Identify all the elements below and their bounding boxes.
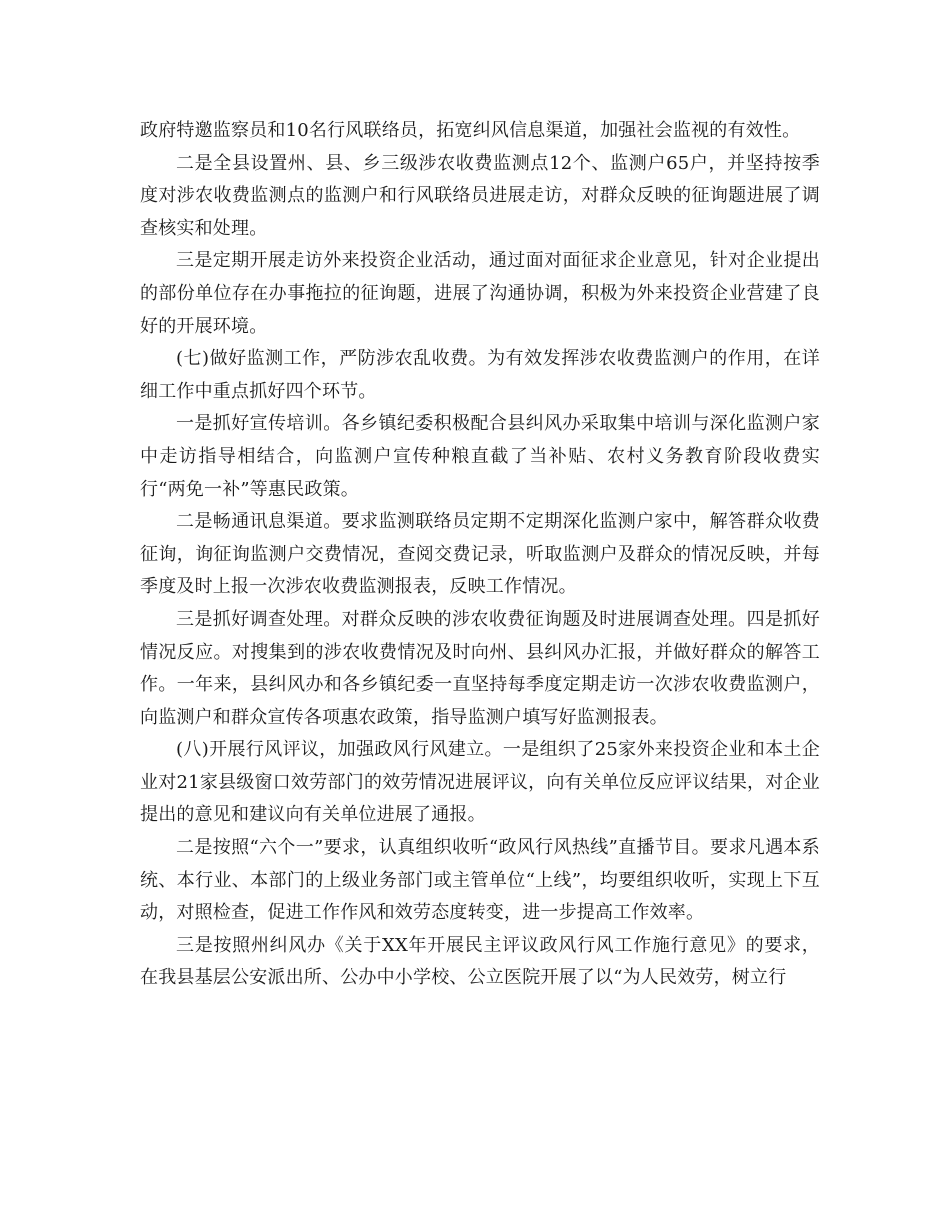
paragraph-10: 三是按照州纠风办《关于XX年开展民主评议政风行风工作施行意见》的要求，在我县基层公安派出所、公办中小学校、公立医院开展了以“为人民效劳，树立行 bbox=[140, 934, 820, 989]
paragraph-2: 二是全县设置州、县、乡三级涉农收费监测点12个、监测户65户，并坚持按季度对涉农收费监测点的监测户和行风联络员进展走访，对群众反映的征询题进展了调查核实和处理。 bbox=[140, 152, 820, 239]
document-body bbox=[140, 115, 820, 995]
paragraph-5: 一是抓好宣传培训。各乡镇纪委积极配合县纠风办采取集中培训与深化监测户家中走访指导相结合，向监测户宣传种粮直截了当补贴、农村义务教育阶段收费实行“两免一补”等惠民政策。 bbox=[140, 413, 820, 500]
paragraph-1: 政府特邀监察员和10名行风联络员，拓宽纠风信息渠道，加强社会监视的有效性。 bbox=[140, 120, 801, 141]
paragraph-7: 三是抓好调查处理。对群众反映的涉农收费征询题及时进展调查处理。四是抓好情况反应。对搜集到的涉农收费情况及时向州、县纠风办汇报，并做好群众的解答工作。一年来，县纠风办和各乡镇纪委一直坚持每季度定期走访一次涉农收费监测户，向监测户和群众宣传各项惠农政策，指导监测户填写好监测报表。 bbox=[140, 608, 820, 728]
paragraph-8: (八)开展行风评议，加强政风行风建立。一是组织了25家外来投资企业和本土企业对21家县级窗口效劳部门的效劳情况进展评议，向有关单位反应评议结果，对企业提出的意见和建议向有关单位进展了通报。 bbox=[140, 739, 820, 826]
paragraph-3: 三是定期开展走访外来投资企业活动，通过面对面征求企业意见，针对企业提出的部份单位存在办事拖拉的征询题，进展了沟通协调，积极为外来投资企业营建了良好的开展环境。 bbox=[140, 250, 820, 337]
paragraph-6: 二是畅通讯息渠道。要求监测联络员定期不定期深化监测户家中，解答群众收费征询，询征询监测户交费情况，查阅交费记录，听取监测户及群众的情况反映，并每季度及时上报一次涉农收费监测报表，反映工作情况。 bbox=[140, 511, 820, 598]
paragraph-4: (七)做好监测工作，严防涉农乱收费。为有效发挥涉农收费监测户的作用，在详细工作中重点抓好四个环节。 bbox=[140, 348, 820, 402]
paragraph-9: 二是按照“六个一”要求，认真组织收听“政风行风热线”直播节目。要求凡遇本系统、本行业、本部门的上级业务部门或主管单位“上线”，均要组织收听，实现上下互动，对照检查，促进工作作风和效劳态度转变，进一步提高工作效率。 bbox=[140, 837, 820, 924]
